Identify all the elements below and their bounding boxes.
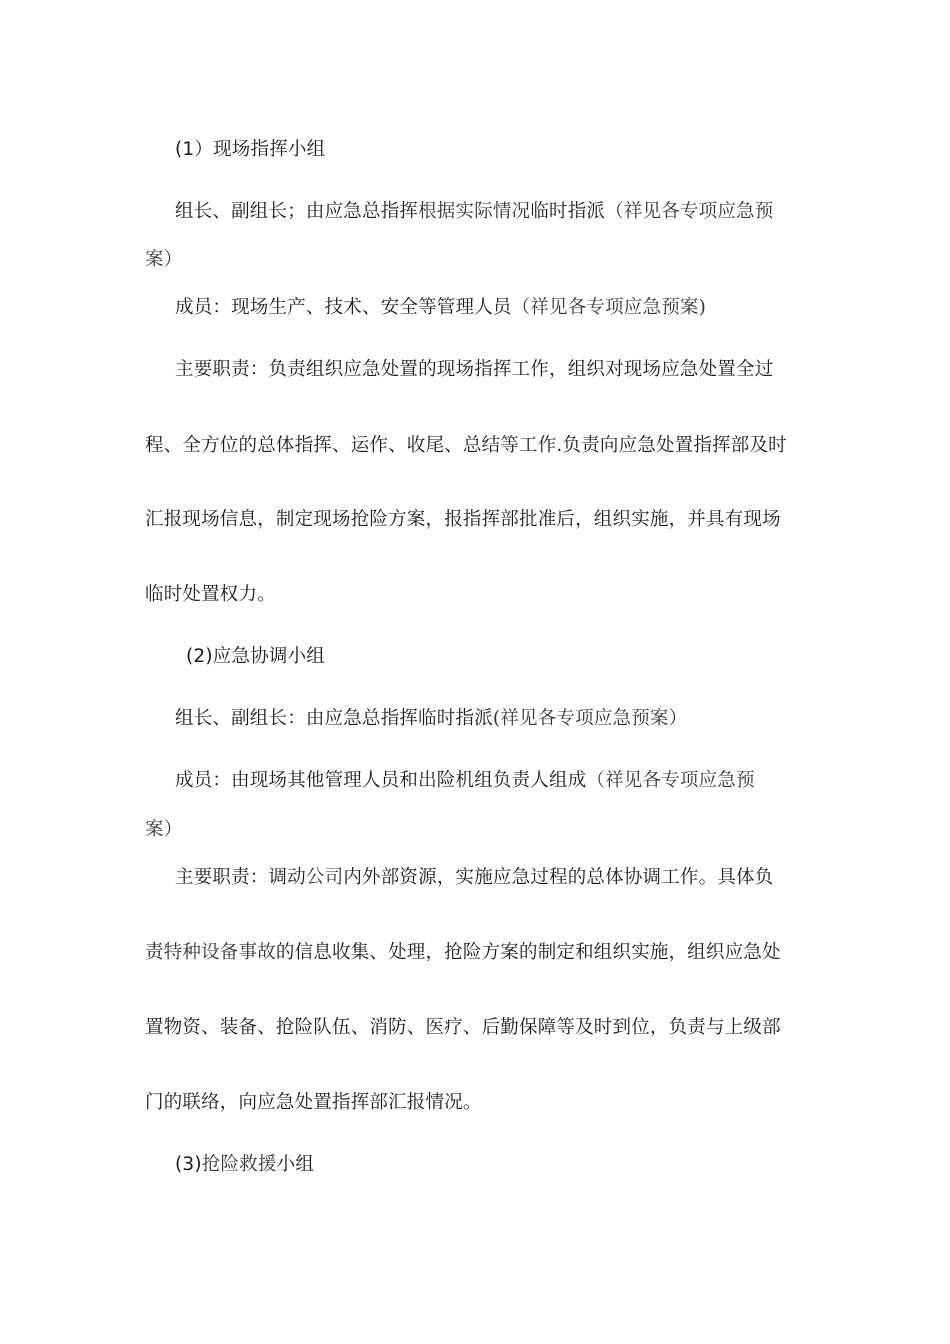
section-1-member-text: 成员：现场生产、技术、安全等管理人员 <box>175 297 512 318</box>
section-2-duty-accident: 特种设备事故 <box>163 942 276 963</box>
section-1-duty-line: 主要职责：负责组织应急处置的现场指挥工作，组织对现场应急处置全过 <box>175 359 774 380</box>
section-2-duty-part: 责 <box>145 942 164 963</box>
section-2-duty-line: 门的联络，向应急处置指挥部汇报情况。 <box>145 1092 482 1113</box>
section-2-members <box>175 769 845 793</box>
section-1-leader-label: 组长、副组长；由应急总指挥 <box>175 201 419 222</box>
section-2-duty-part: 的信息收集、处理，抢险方案的制定和组织实施，组织应急处 <box>275 942 781 963</box>
section-2-duty-part: 主要职责：调动 <box>175 867 306 888</box>
section-1-duty-line: 汇报现场信息，制定现场抢险方案，报指挥部批准后，组织实施，并具有现场 <box>145 509 781 530</box>
section-1-duty-line: 程、全方位的总体指挥、运作、收尾、总结等工作.负责向应急处置指挥部及时 <box>145 435 787 456</box>
section-1-member-ref: （祥见各专项应急预案) <box>511 297 707 318</box>
section-2-member-ref: （祥见各专项应急预 <box>586 770 755 791</box>
section-1-members <box>175 296 845 320</box>
section-1-leader-detail: 根据实际情况 <box>418 201 531 222</box>
section-3-heading-tail: 小组 <box>276 1154 315 1175</box>
section-1-leader-ref-cont: 案） <box>145 249 183 270</box>
section-2-leader-ref: (祥见各专项应急预案） <box>492 708 688 729</box>
section-1-duty-line: 临时处置权力。 <box>145 584 276 605</box>
section-2-leader-text: 组长、副组长：由应急总指挥临时指派 <box>175 708 493 729</box>
section-1-leader-ref: （祥见各专项应急预 <box>605 201 774 222</box>
section-1-leader-action: 临时指派 <box>530 201 606 222</box>
section-2-duty-line <box>145 941 815 965</box>
section-2-duty-line <box>175 866 845 890</box>
section-2-heading: (2)应急协调小组 <box>186 646 326 667</box>
section-2-leader <box>175 707 845 731</box>
section-3-heading-main: 抢险救援 <box>201 1154 277 1175</box>
section-2-member-text: 成员：由现场其他管理人员和出险机组负责人组成 <box>175 770 587 791</box>
section-2-duty-part: 内外部资源，实施应急过程的总体协调工作。具体负 <box>343 867 774 888</box>
section-2-duty-company: 公司 <box>305 867 344 888</box>
section-3-heading-num: (3) <box>175 1154 202 1175</box>
section-3-heading <box>175 1153 845 1177</box>
section-1-heading: (1）现场指挥小组 <box>175 139 326 160</box>
section-1-leader <box>175 200 845 224</box>
section-2-member-ref-cont: 案） <box>145 819 183 840</box>
section-2-duty-line: 置物资、装备、抢险队伍、消防、医疗、后勤保障等及时到位，负责与上级部 <box>145 1017 781 1038</box>
